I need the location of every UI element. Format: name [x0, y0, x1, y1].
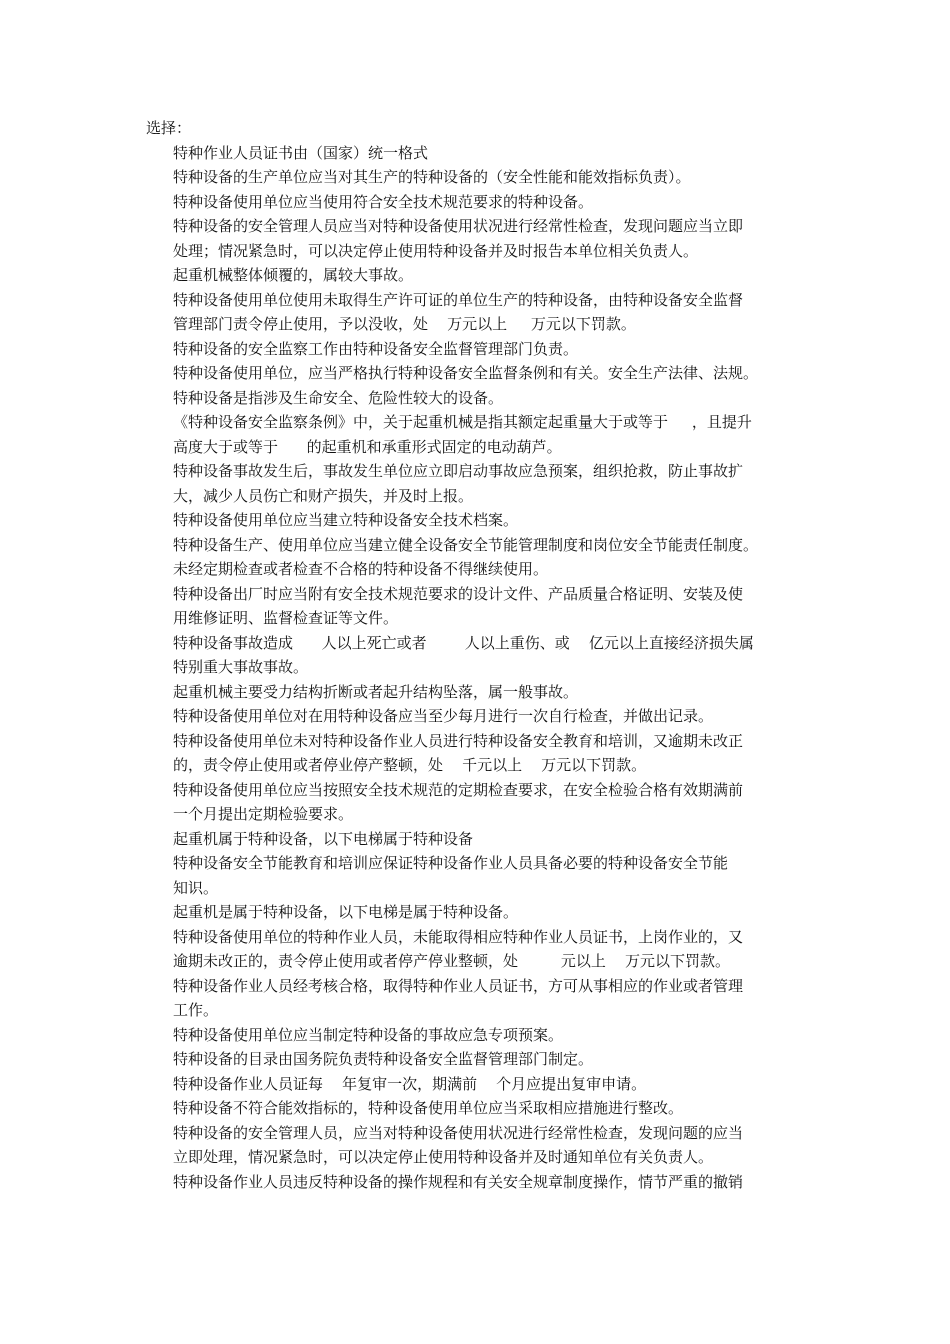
- text-line: 特种设备使用单位对在用特种设备应当至少每月进行一次自行检查，并做出记录。: [173, 707, 714, 725]
- list-item: [173, 582, 816, 631]
- list-item: [173, 631, 816, 680]
- list-item: [173, 680, 816, 705]
- list-item: [173, 141, 816, 166]
- list-item: [173, 1121, 816, 1170]
- text-line: 特种设备的安全管理人员应当对特种设备使用状况进行经常性检查，发现问题应当立即: [173, 217, 744, 235]
- text-line: 特种设备作业人员证每 年复审一次，期满前 个月应提出复审申请。: [173, 1074, 647, 1093]
- text-line: 特种设备的安全监察工作由特种设备安全监督管理部门负责。: [173, 339, 579, 358]
- list-item: [173, 361, 816, 386]
- text-line: 起重机械整体倾覆的，属较大事故。: [173, 266, 414, 284]
- text-line: 特种设备是指涉及生命安全、危险性较大的设备。: [173, 388, 504, 407]
- text-line: 大，减少人员伤亡和财产损失，并及时上报。: [173, 486, 474, 505]
- list-item: [173, 704, 816, 729]
- text-line: 特种设备作业人员违反特种设备的操作规程和有关安全规章制度操作，情节严重的撤销: [173, 1172, 744, 1191]
- list-item: [173, 165, 816, 190]
- list-item: [173, 1047, 816, 1072]
- text-line: 特种设备的安全管理人员，应当对特种设备使用状况进行经常性检查，发现问题的应当: [173, 1123, 744, 1142]
- list-item: [173, 778, 816, 827]
- list-item: [173, 214, 816, 263]
- text-line: 立即处理，情况紧急时，可以决定停止使用特种设备并及时通知单位有关负责人。: [173, 1148, 714, 1166]
- text-line: 处理；情况紧急时，可以决定停止使用特种设备并及时报告本单位相关负责人。: [173, 241, 699, 260]
- text-line: 特种设备使用单位应当按照安全技术规范的定期检查要求，在安全检验合格有效期满前: [173, 780, 744, 799]
- text-line: 特种设备作业人员经考核合格，取得特种作业人员证书，方可从事相应的作业或者管理: [173, 976, 744, 995]
- text-line: 特种设备使用单位未对特种设备作业人员进行特种设备安全教育和培训，又逾期未改正: [173, 731, 744, 750]
- list-item: [173, 263, 816, 288]
- text-line: 特种设备使用单位应当使用符合安全技术规范要求的特种设备。: [173, 192, 594, 211]
- list-item: [173, 925, 816, 974]
- text-line: 工作。: [173, 1001, 219, 1019]
- text-line: 的，责令停止使用或者停业停产整顿，处 千元以上 万元以下罚款。: [173, 756, 647, 774]
- list-item: [173, 508, 816, 533]
- text-line: 《特种设备安全监察条例》中，关于起重机械是指其额定起重量大于或等于 ，且提升: [173, 413, 752, 431]
- text-line: 特种设备事故发生后，事故发生单位应立即启动事故应急预案，组织抢救，防止事故扩: [173, 462, 744, 480]
- text-line: 起重机属于特种设备，以下电梯属于特种设备: [173, 829, 474, 848]
- text-line: 起重机械主要受力结构折断或者起升结构坠落，属一般事故。: [173, 682, 579, 701]
- list-item: [173, 851, 816, 900]
- text-line: 特种设备的生产单位应当对其生产的特种设备的（安全性能和能效指标负责）。: [173, 168, 691, 186]
- list-item: [173, 190, 816, 215]
- text-line: 特种设备的目录由国务院负责特种设备安全监督管理部门制定。: [173, 1050, 594, 1068]
- question-list: [146, 141, 816, 1195]
- list-item: [173, 557, 816, 582]
- text-line: 特种设备不符合能效指标的，特种设备使用单位应当采取相应措施进行整改。: [173, 1099, 684, 1117]
- list-item: [173, 1096, 816, 1121]
- text-line: 逾期未改正的，责令停止使用或者停产停业整顿，处 元以上 万元以下罚款。: [173, 952, 730, 970]
- text-line: 特种设备使用单位，应当严格执行特种设备安全监督条例和有关。安全生产法律、法规。: [173, 364, 759, 382]
- text-line: 知识。: [173, 878, 219, 897]
- list-item: [173, 386, 816, 411]
- list-item: [173, 900, 816, 925]
- text-line: 管理部门责令停止使用，予以没收，处 万元以上 万元以下罚款。: [173, 315, 636, 333]
- text-line: 特种设备使用单位的特种作业人员，未能取得相应特种作业人员证书，上岗作业的，又: [173, 927, 744, 946]
- text-line: 特种设备安全节能教育和培训应保证特种设备作业人员具备必要的特种设备安全节能: [173, 854, 729, 872]
- text-line: 特种设备事故造成 人以上死亡或者 人以上重伤、或 亿元以上直接经济损失属: [173, 633, 754, 652]
- text-line: 特别重大事故事故。: [173, 658, 309, 676]
- text-line: 高度大于或等于 的起重机和承重形式固定的电动葫芦。: [173, 437, 562, 456]
- text-line: 未经定期检查或者检查不合格的特种设备不得继续使用。: [173, 560, 549, 578]
- document-page: [146, 116, 816, 1194]
- text-line: 特种设备使用单位应当建立特种设备安全技术档案。: [173, 511, 519, 529]
- list-item: [173, 533, 816, 558]
- text-line: 一个月提出定期检验要求。: [173, 805, 354, 823]
- section-heading: 选择：: [146, 119, 192, 137]
- text-line: 特种设备使用单位使用未取得生产许可证的单位生产的特种设备，由特种设备安全监督: [173, 290, 744, 309]
- list-item: [173, 459, 816, 508]
- list-item: [173, 1023, 816, 1048]
- list-item: [173, 1170, 816, 1195]
- text-line: 起重机是属于特种设备，以下电梯是属于特种设备。: [173, 903, 519, 921]
- text-line: 用维修证明、监督检查证等文件。: [173, 609, 399, 627]
- text-line: 特种设备使用单位应当制定特种设备的事故应急专项预案。: [173, 1025, 564, 1044]
- list-item: [173, 410, 816, 459]
- text-line: 特种设备生产、使用单位应当建立健全设备安全节能管理制度和岗位安全节能责任制度。: [173, 535, 759, 554]
- list-item: [173, 827, 816, 852]
- list-item: [173, 288, 816, 337]
- list-item: [173, 337, 816, 362]
- text-line: 特种设备出厂时应当附有安全技术规范要求的设计文件、产品质量合格证明、安装及使: [173, 584, 744, 603]
- list-item: [173, 1072, 816, 1097]
- text-line: 特种作业人员证书由（国家）统一格式: [173, 143, 429, 162]
- list-item: [173, 974, 816, 1023]
- list-item: [173, 729, 816, 778]
